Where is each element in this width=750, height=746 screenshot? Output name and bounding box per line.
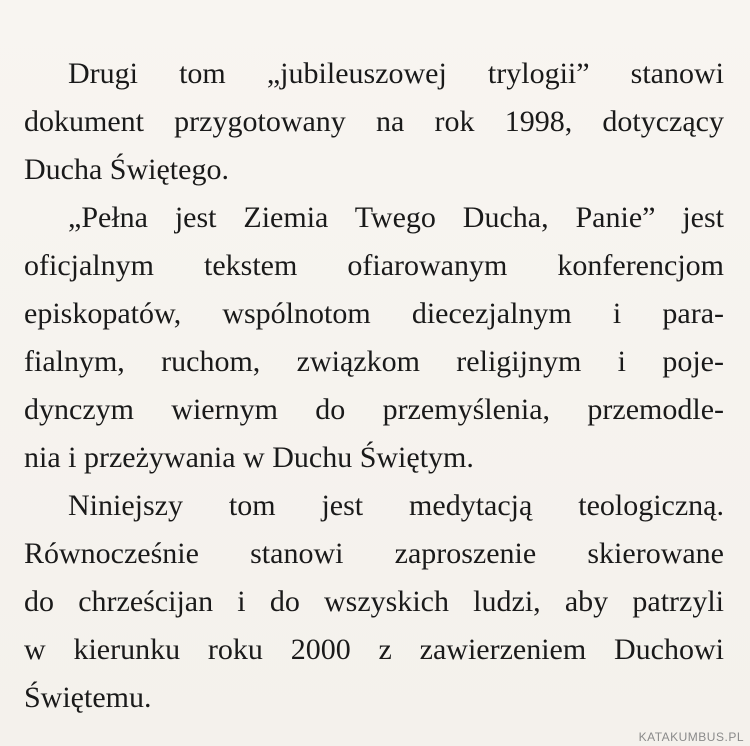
text-line: Drugi tom „jubileuszowej trylogii” stanowi bbox=[68, 57, 724, 90]
text-line: w kierunku roku 2000 z zawierzeniem Duchowi bbox=[24, 633, 724, 666]
text-line: Równocześnie stanowi zaproszenie skierowane bbox=[24, 537, 724, 570]
text-line: „Pełna jest Ziemia Twego Ducha, Panie” jest bbox=[68, 201, 724, 234]
watermark: KATAKUMBUS.PL bbox=[638, 730, 744, 744]
text-line: oficjalnym tekstem ofiarowanym konferencjom bbox=[24, 249, 724, 282]
text-line: dynczym wiernym do przemyślenia, przemodle- bbox=[24, 393, 724, 426]
body-text bbox=[24, 50, 724, 722]
paragraph-3 bbox=[24, 482, 724, 722]
text-line: Świętemu. bbox=[24, 681, 152, 714]
text-line: Niniejszy tom jest medytacją teologiczną. bbox=[68, 489, 724, 522]
text-line: do chrześcijan i do wszyskich ludzi, aby patrzyli bbox=[24, 585, 724, 618]
text-line: Ducha Świętego. bbox=[24, 153, 229, 186]
paragraph-1 bbox=[24, 50, 724, 194]
paragraph-2 bbox=[24, 194, 724, 482]
text-line: dokument przygotowany na rok 1998, dotyczący bbox=[24, 105, 724, 138]
text-line: nia i przeżywania w Duchu Świętym. bbox=[24, 441, 474, 474]
text-line: fialnym, ruchom, związkom religijnym i poje- bbox=[24, 345, 724, 378]
text-line: episkopatów, wspólnotom diecezjalnym i para- bbox=[24, 297, 724, 330]
